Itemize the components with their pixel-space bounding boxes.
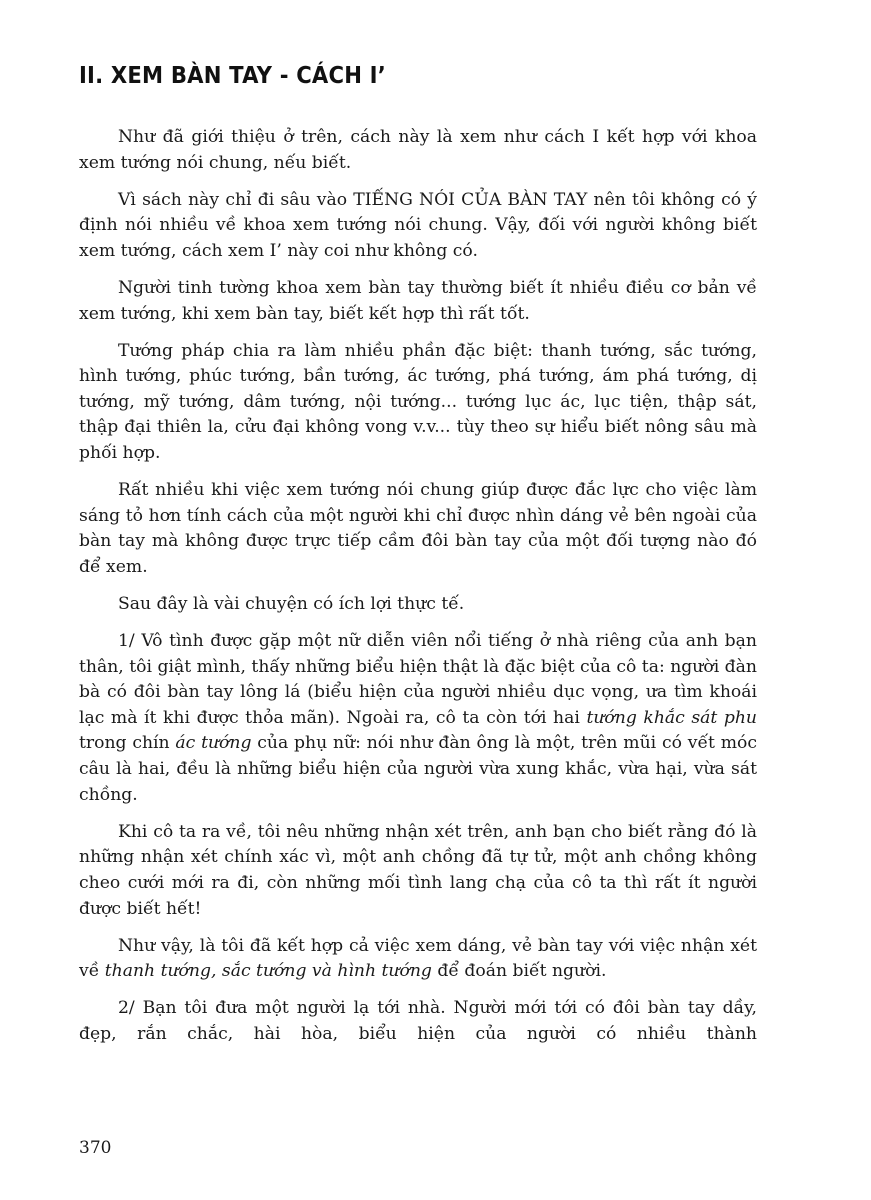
text-run: Như đã giới thiệu ở trên, cách này là xem như cách I kết hợp với khoa xem tướng nói chung, nếu biết. <box>79 127 757 173</box>
paragraph <box>79 339 757 467</box>
paragraph-anecdote-1 <box>79 629 757 808</box>
text-run: 1/ Vô tình được gặp một nữ diễn viên nổi tiếng ở nhà riêng của anh bạn thân, tôi giật mình, thấy những biểu hiện thật là đặc biệt của cô ta: người đàn bà có đôi bàn tay lông lá (biểu hiện của người nhiều dục vọng, ưa tìm khoái lạc mà ít khi được thỏa mãn). Ngoài ra, cô ta còn tới hai <box>79 631 757 728</box>
paragraph <box>79 188 757 265</box>
italic-term: ác tướng <box>175 733 252 754</box>
text-run: Vì sách này chỉ đi sâu vào TIẾNG NÓI CỦA BÀN TAY nên tôi không có ý định nói nhiều về khoa xem tướng nói chung. Vậy, đối với người không biết xem tướng, cách xem I’ này coi như không có. <box>79 189 757 261</box>
body-text <box>79 125 757 1059</box>
paragraph <box>79 592 757 618</box>
paragraph <box>79 934 757 985</box>
paragraph-anecdote-2 <box>79 996 757 1047</box>
italic-term: thanh tướng, sắc tướng và hình tướng <box>104 961 432 982</box>
italic-term: tướng khắc sát phu <box>586 707 758 728</box>
paragraph <box>79 820 757 922</box>
text-run: trong chín <box>79 733 176 754</box>
text-run: Tướng pháp chia ra làm nhiều phần đặc biệt: thanh tướng, sắc tướng, hình tướng, phúc tướng, bần tướng, ác tướng, phá tướng, ám phá tướng, dị tướng, mỹ tướng, dâm tướng, nội tướng... tướng lục ác, lục tiện, thập sát, thập đại thiên la, cửu đại không vong v.v... tùy theo sự hiểu biết nông sâu mà phối hợp. <box>79 340 757 464</box>
paragraph <box>79 276 757 327</box>
text-run: Như vậy, là tôi đã kết hợp cả việc xem dáng, vẻ bàn tay với việc nhận xét về <box>79 935 757 982</box>
section-title: II. XEM BÀN TAY - CÁCH I’ <box>79 63 386 89</box>
text-run: Rất nhiều khi việc xem tướng nói chung giúp được đắc lực cho việc làm sáng tỏ hơn tính cách của một người khi chỉ được nhìn dáng vẻ bên ngoài của bàn tay mà không được trực tiếp cầm đôi bàn tay của một đối tượng nào đó để xem. <box>79 480 757 577</box>
page-number: 370 <box>79 1138 112 1158</box>
paragraph <box>79 125 757 176</box>
text-run: của phụ nữ: nói như đàn ông là một, trên mũi có vết móc câu là hai, đều là những biểu hiện của người vừa xung khắc, vừa hại, vừa sát chồng. <box>79 733 757 805</box>
paragraph <box>79 478 757 580</box>
text-run: Khi cô ta ra về, tôi nêu những nhận xét trên, anh bạn cho biết rằng đó là những nhận xét chính xác vì, một anh chồng đã tự tử, một anh chồng không cheo cưới mới ra đi, còn những mối tình lang chạ của cô ta thì rất ít người được biết hết! <box>79 821 757 919</box>
text-run: Người tinh tường khoa xem bàn tay thường biết ít nhiều điều cơ bản về xem tướng, khi xem bàn tay, biết kết hợp thì rất tốt. <box>79 277 757 324</box>
text-run: Sau đây là vài chuyện có ích lợi thực tế. <box>118 594 465 614</box>
text-run: để đoán biết người. <box>431 961 607 982</box>
text-run: 2/ Bạn tôi đưa một người lạ tới nhà. Người mới tới có đôi bàn tay dầy, đẹp, rắn chắc, hài hòa, biểu hiện của người có nhiều thành <box>79 998 757 1044</box>
